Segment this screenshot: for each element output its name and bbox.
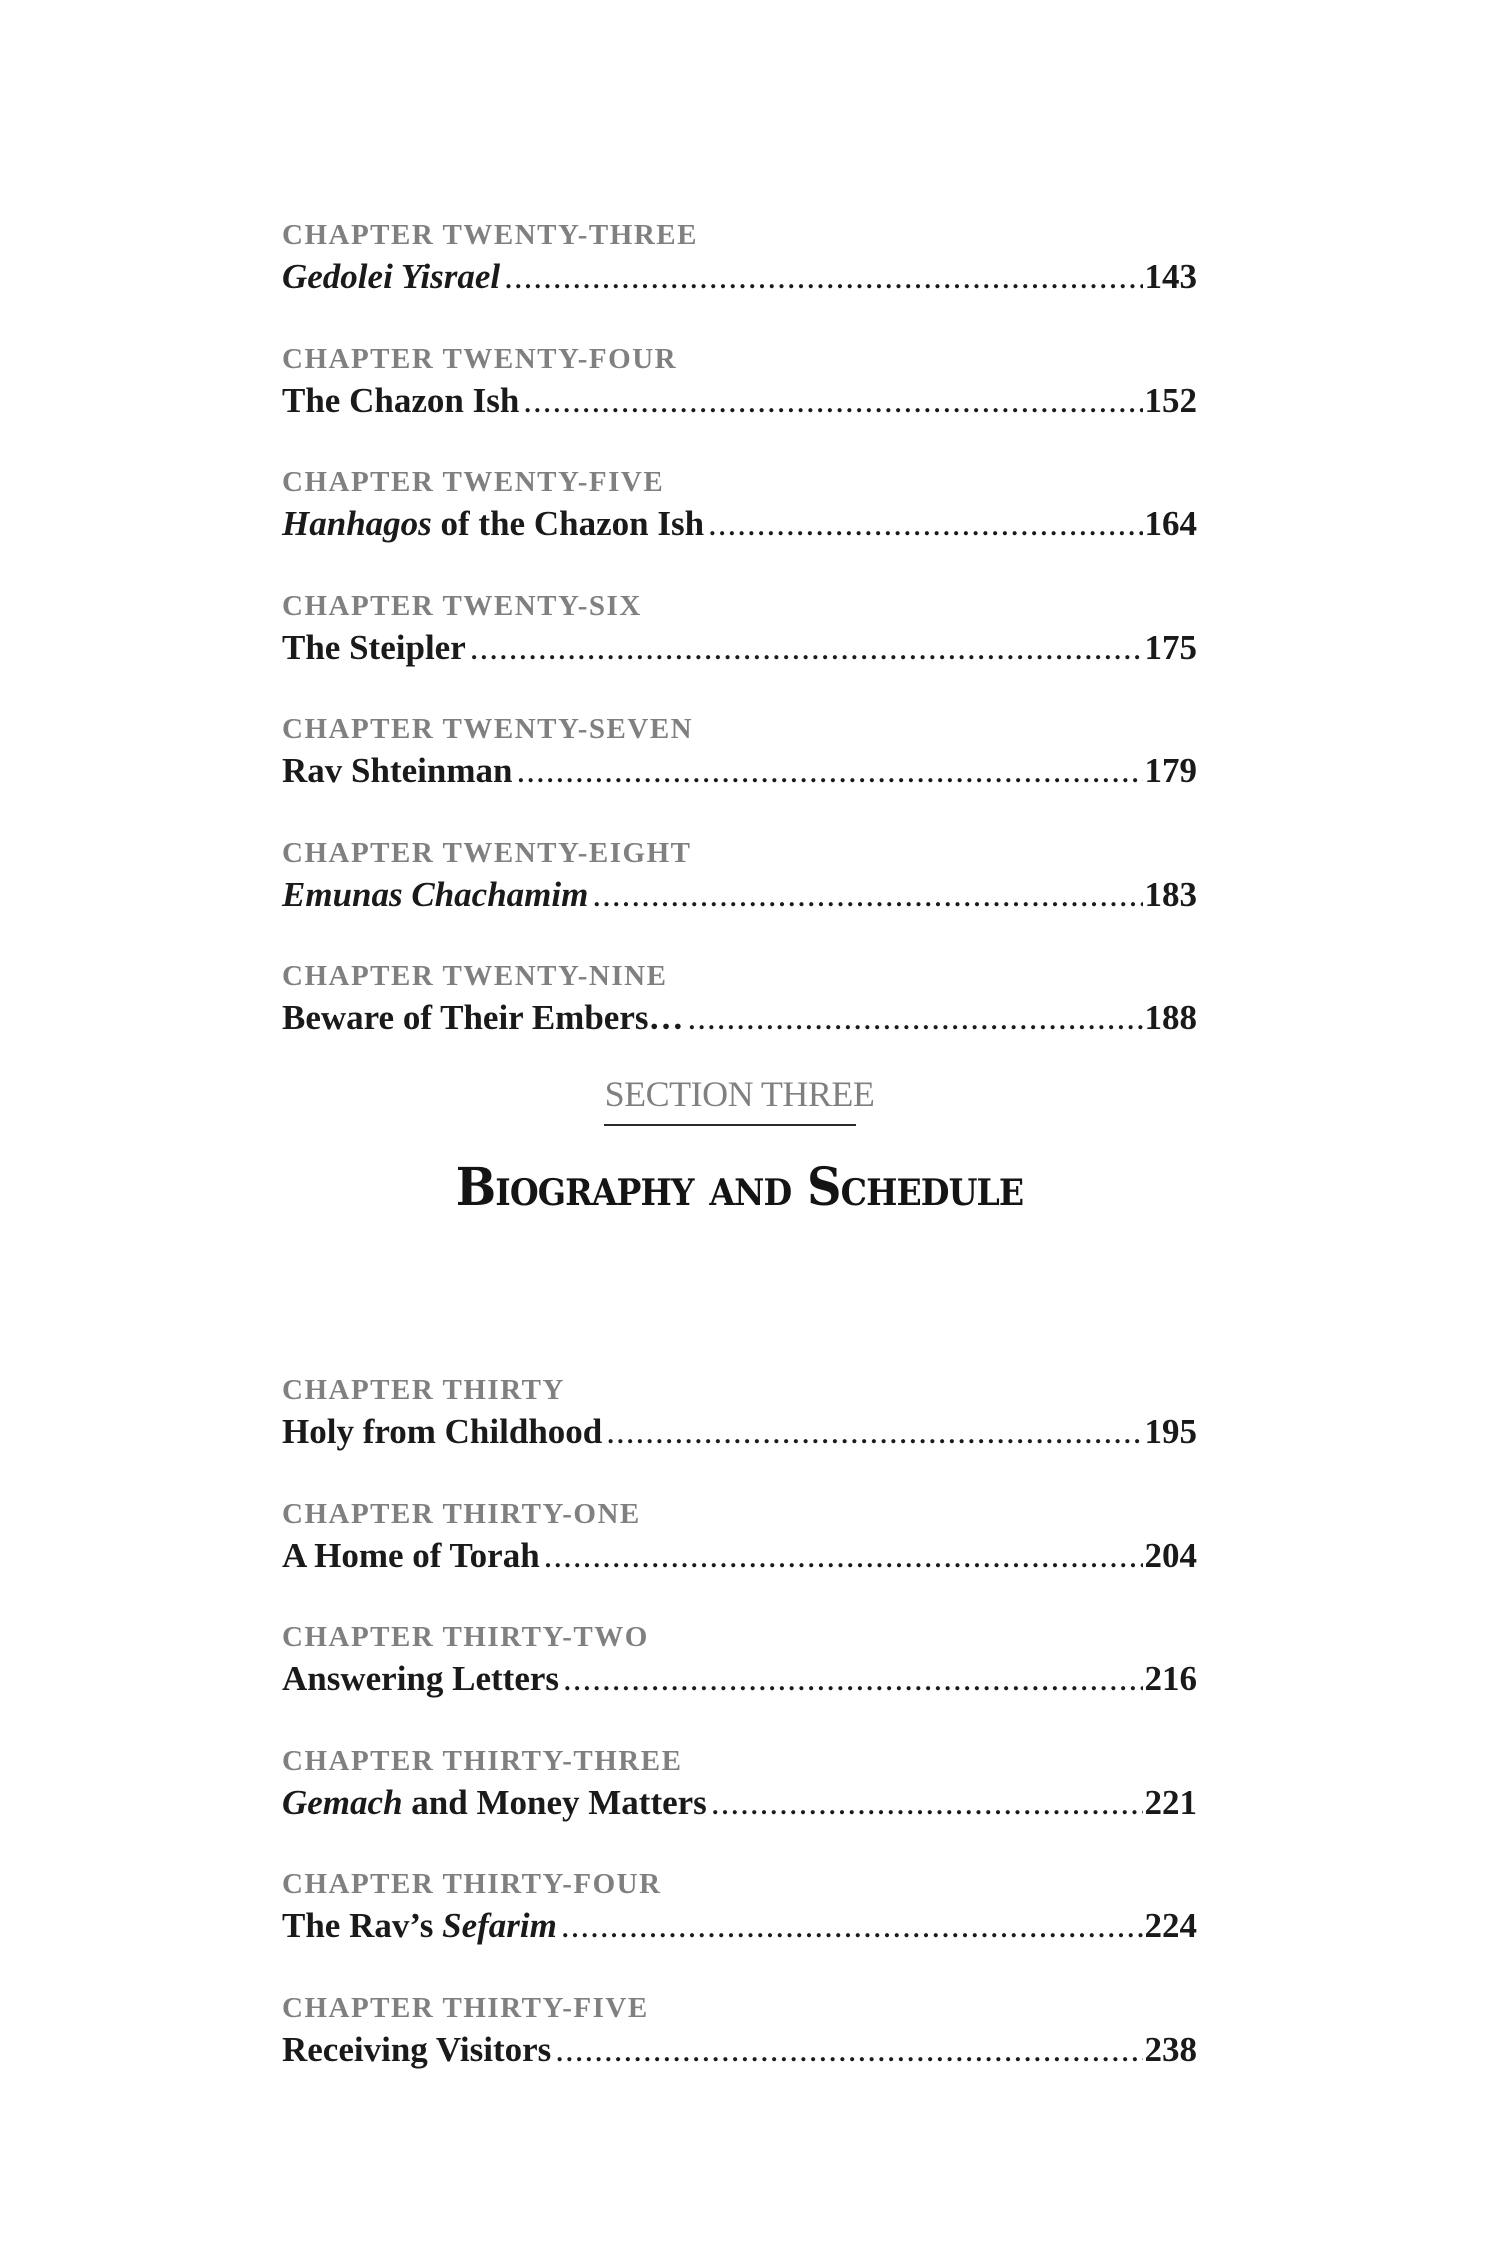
page-number: 188 xyxy=(1144,998,1197,1037)
dot-leader xyxy=(516,749,1142,793)
chapter-label: CHAPTER THIRTY-ONE xyxy=(282,1497,641,1530)
chapter-title xyxy=(282,749,512,793)
chapter-title-part: Sefarim xyxy=(442,1906,557,1945)
dot-leader xyxy=(592,873,1142,917)
page-number: 238 xyxy=(1144,2029,1197,2069)
toc-entry[interactable] xyxy=(282,215,1197,339)
chapter-title xyxy=(282,502,704,546)
page-number: 221 xyxy=(1144,1782,1197,1822)
dot-leader xyxy=(555,2028,1142,2072)
chapter-title xyxy=(282,2028,551,2072)
chapter-label: CHAPTER TWENTY-FOUR xyxy=(282,342,678,375)
chapter-title-part: The Rav’s xyxy=(282,1906,443,1945)
section-divider xyxy=(604,1124,856,1126)
chapter-title xyxy=(282,1534,540,1578)
toc-entry[interactable] xyxy=(282,462,1197,586)
dot-leader xyxy=(563,1657,1142,1701)
dot-leader xyxy=(561,1904,1143,1948)
dot-leader xyxy=(470,626,1143,670)
dot-leader xyxy=(688,996,1143,1040)
chapter-title-part: A Home of Torah xyxy=(282,1535,540,1575)
toc-entry[interactable] xyxy=(282,339,1197,463)
page-number: 152 xyxy=(1144,380,1197,420)
toc-entry[interactable] xyxy=(282,1617,1197,1741)
dot-leader xyxy=(544,1534,1143,1578)
toc-entry[interactable] xyxy=(282,1864,1197,1988)
section-label: SECTION THREE xyxy=(604,1074,875,1114)
toc-entry[interactable] xyxy=(282,1370,1197,1494)
chapter-title-line[interactable] xyxy=(282,1534,1197,1578)
toc-group-section-three xyxy=(282,1370,1197,2111)
chapter-title-line[interactable] xyxy=(282,502,1197,546)
page-number: 195 xyxy=(1144,1412,1197,1451)
dot-leader xyxy=(711,1781,1143,1825)
chapter-title xyxy=(282,1781,707,1825)
chapter-label: CHAPTER TWENTY-THREE xyxy=(282,219,698,251)
dot-leader xyxy=(708,502,1142,546)
chapter-label: CHAPTER TWENTY-EIGHT xyxy=(282,836,692,869)
chapter-title-part: Rav Shteinman xyxy=(282,751,513,790)
dot-leader xyxy=(606,1410,1142,1454)
chapter-title-part: Beware of Their Embers… xyxy=(282,998,684,1037)
chapter-title xyxy=(282,996,684,1040)
toc-entry[interactable] xyxy=(282,709,1197,833)
toc-entry[interactable] xyxy=(282,1494,1197,1618)
chapter-label: CHAPTER TWENTY-SIX xyxy=(282,589,642,622)
dot-leader xyxy=(504,255,1142,299)
page-number: 143 xyxy=(1144,257,1197,296)
page-number: 216 xyxy=(1144,1659,1197,1698)
page-number: 183 xyxy=(1144,874,1197,914)
chapter-title xyxy=(282,626,466,670)
chapter-title-line[interactable] xyxy=(282,749,1197,793)
chapter-title xyxy=(282,1657,559,1701)
chapter-title-part: Gemach xyxy=(282,1782,403,1822)
chapter-title-line[interactable] xyxy=(282,1904,1197,1948)
toc-group-section-two xyxy=(282,215,1197,1040)
toc-entry[interactable] xyxy=(282,833,1197,957)
chapter-label: CHAPTER TWENTY-FIVE xyxy=(282,466,665,498)
toc-entry[interactable] xyxy=(282,1988,1197,2112)
chapter-title-line[interactable] xyxy=(282,626,1197,670)
chapter-title-part: Hanhagos xyxy=(282,504,432,543)
chapter-title-line[interactable] xyxy=(282,379,1197,423)
chapter-title xyxy=(282,873,588,917)
chapter-title-part: of the Chazon Ish xyxy=(431,504,705,543)
dot-leader xyxy=(523,379,1142,423)
chapter-title-line[interactable] xyxy=(282,1410,1197,1454)
chapter-title-line[interactable] xyxy=(282,2028,1197,2072)
chapter-label: CHAPTER THIRTY-FIVE xyxy=(282,1991,649,2024)
chapter-title-line[interactable] xyxy=(282,1657,1197,1701)
chapter-title xyxy=(282,255,500,299)
chapter-title-line[interactable] xyxy=(282,873,1197,917)
toc-entry[interactable] xyxy=(282,956,1197,1040)
chapter-label: CHAPTER TWENTY-SEVEN xyxy=(282,713,694,745)
chapter-title-line[interactable] xyxy=(282,996,1197,1040)
chapter-title-part: Receiving Visitors xyxy=(282,2029,552,2069)
chapter-label: CHAPTER THIRTY-TWO xyxy=(282,1621,649,1653)
section-header xyxy=(282,1040,1197,1370)
chapter-title-line[interactable] xyxy=(282,1781,1197,1825)
chapter-label: CHAPTER THIRTY-THREE xyxy=(282,1744,683,1777)
chapter-title xyxy=(282,1904,557,1948)
page-number: 164 xyxy=(1144,504,1197,543)
chapter-title-part: The Steipler xyxy=(282,627,466,667)
chapter-title-part: and Money Matters xyxy=(402,1782,707,1822)
chapter-title-line[interactable] xyxy=(282,255,1197,299)
chapter-title-part: The Chazon Ish xyxy=(282,380,520,420)
table-of-contents xyxy=(282,215,1197,2111)
chapter-title-part: Answering Letters xyxy=(282,1659,560,1698)
chapter-label: CHAPTER THIRTY xyxy=(282,1374,565,1406)
chapter-title-part: Emunas Chachamim xyxy=(282,874,589,914)
chapter-title xyxy=(282,1410,602,1454)
chapter-title-part: Holy from Childhood xyxy=(282,1412,603,1451)
page-number: 204 xyxy=(1144,1535,1197,1575)
chapter-label: CHAPTER TWENTY-NINE xyxy=(282,960,668,992)
chapter-title-part: Gedolei Yisrael xyxy=(282,257,501,296)
chapter-label: CHAPTER THIRTY-FOUR xyxy=(282,1868,662,1900)
toc-entry[interactable] xyxy=(282,1741,1197,1865)
page-number: 175 xyxy=(1144,627,1197,667)
toc-entry[interactable] xyxy=(282,586,1197,710)
section-title: Biography and Schedule xyxy=(455,1157,1024,1218)
page-number: 179 xyxy=(1144,751,1197,790)
chapter-title xyxy=(282,379,519,423)
page-number: 224 xyxy=(1144,1906,1197,1945)
